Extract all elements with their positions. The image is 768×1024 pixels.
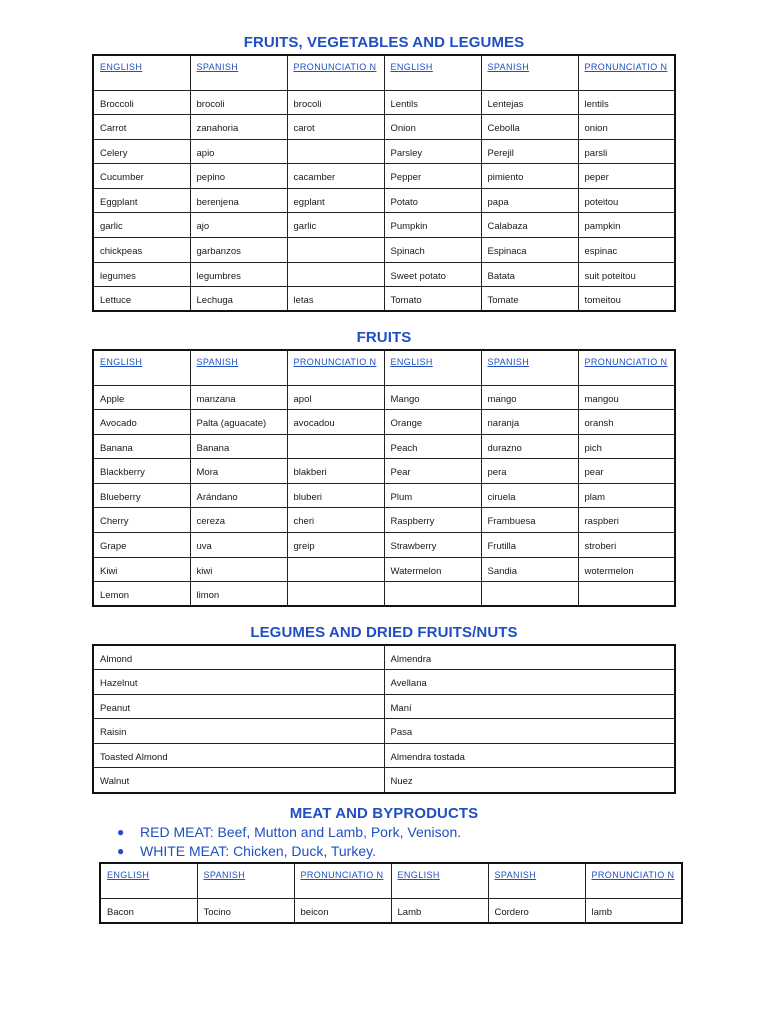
table-cell: Lemon	[93, 582, 190, 607]
table-cell: pear	[578, 459, 675, 484]
table-cell: Lechuga	[190, 287, 287, 312]
table-cell: zanahoria	[190, 115, 287, 140]
table-cell: Tomato	[384, 287, 481, 312]
table-cell: Avellana	[384, 670, 675, 695]
table-cell: ajo	[190, 213, 287, 238]
table-cell: suit poteitou	[578, 262, 675, 287]
column-header: PRONUNCIATIO N	[578, 55, 675, 90]
table-cell: avocadou	[287, 410, 384, 435]
table-row	[93, 90, 675, 115]
table-cell: Frutilla	[481, 533, 578, 558]
table-row	[93, 768, 675, 793]
table-cell: Tomate	[481, 287, 578, 312]
table-cell: Orange	[384, 410, 481, 435]
nuts-table	[92, 644, 676, 794]
table-cell: Cordero	[488, 898, 585, 923]
table-cell: Carrot	[93, 115, 190, 140]
section-title-fruits-vegetables-legumes: FRUITS, VEGETABLES AND LEGUMES	[243, 34, 525, 51]
bullet-text: RED MEAT: Beef, Mutton and Lamb, Pork, Venison.	[140, 824, 462, 840]
table-cell: parsli	[578, 139, 675, 164]
table-cell	[287, 238, 384, 263]
table-row	[93, 213, 675, 238]
bullet-item-white-meat	[117, 842, 461, 861]
table-cell: Nuez	[384, 768, 675, 793]
table-cell: Lentejas	[481, 90, 578, 115]
table-cell: Peanut	[93, 694, 384, 719]
table-cell: Banana	[190, 434, 287, 459]
table-cell: Walnut	[93, 768, 384, 793]
table-row	[93, 287, 675, 312]
table-cell: Raspberry	[384, 508, 481, 533]
table-cell: blakberi	[287, 459, 384, 484]
column-header: PRONUNCIATIO N	[294, 863, 391, 898]
column-header: ENGLISH	[100, 863, 197, 898]
table-cell: limon	[190, 582, 287, 607]
table-cell: greip	[287, 533, 384, 558]
table-cell: pampkin	[578, 213, 675, 238]
table-cell: pera	[481, 459, 578, 484]
table-row	[93, 164, 675, 189]
table-row	[93, 459, 675, 484]
table-cell: Grape	[93, 533, 190, 558]
table-cell: brocoli	[287, 90, 384, 115]
table-cell: pich	[578, 434, 675, 459]
table-cell: Perejil	[481, 139, 578, 164]
table-cell: Pear	[384, 459, 481, 484]
table-row	[93, 533, 675, 558]
bullet-icon: ●	[117, 825, 125, 839]
table-header-row	[93, 350, 675, 385]
table-cell: uva	[190, 533, 287, 558]
table-cell: garlic	[287, 213, 384, 238]
table-row	[93, 719, 675, 744]
table-cell: Onion	[384, 115, 481, 140]
table-cell: bluberi	[287, 483, 384, 508]
column-header: PRONUNCIATIO N	[578, 350, 675, 385]
table-cell: papa	[481, 188, 578, 213]
table-row	[93, 483, 675, 508]
section-title-meat-byproducts: MEAT AND BYPRODUCTS	[289, 805, 479, 822]
table-row	[93, 582, 675, 607]
column-header: ENGLISH	[391, 863, 488, 898]
table-header-row	[100, 863, 682, 898]
table-cell: Almendra tostada	[384, 743, 675, 768]
table-cell: Espinaca	[481, 238, 578, 263]
table-cell: cacamber	[287, 164, 384, 189]
table-cell	[384, 582, 481, 607]
table-cell: wotermelon	[578, 557, 675, 582]
table-cell: Almond	[93, 645, 384, 670]
table-row	[93, 694, 675, 719]
table-cell: Maní	[384, 694, 675, 719]
table-cell: Calabaza	[481, 213, 578, 238]
table-cell: raspberi	[578, 508, 675, 533]
bullet-text: WHITE MEAT: Chicken, Duck, Turkey.	[140, 843, 376, 859]
table-row	[93, 410, 675, 435]
table-row	[93, 557, 675, 582]
column-header: ENGLISH	[93, 55, 190, 90]
column-header: ENGLISH	[384, 55, 481, 90]
table-row	[93, 238, 675, 263]
table-cell: cereza	[190, 508, 287, 533]
table-cell: Cherry	[93, 508, 190, 533]
table-cell: garlic	[93, 213, 190, 238]
table-cell: pimiento	[481, 164, 578, 189]
bullet-icon: ●	[117, 844, 125, 858]
table-cell: mango	[481, 385, 578, 410]
table-cell: durazno	[481, 434, 578, 459]
column-header: ENGLISH	[93, 350, 190, 385]
table-cell: ciruela	[481, 483, 578, 508]
table-cell: Apple	[93, 385, 190, 410]
column-header: SPANISH	[197, 863, 294, 898]
column-header: SPANISH	[190, 350, 287, 385]
table-cell: espinac	[578, 238, 675, 263]
fruits-table	[92, 349, 676, 607]
table-cell: letas	[287, 287, 384, 312]
table-cell: Pumpkin	[384, 213, 481, 238]
table-row	[93, 434, 675, 459]
column-header: SPANISH	[481, 55, 578, 90]
table-cell: manzana	[190, 385, 287, 410]
column-header: SPANISH	[488, 863, 585, 898]
table-cell	[287, 557, 384, 582]
table-cell: Arándano	[190, 483, 287, 508]
table-cell: Strawberry	[384, 533, 481, 558]
table-cell: beicon	[294, 898, 391, 923]
table-row	[93, 385, 675, 410]
table-cell: carot	[287, 115, 384, 140]
table-row	[93, 743, 675, 768]
table-cell: Potato	[384, 188, 481, 213]
table-cell: Sweet potato	[384, 262, 481, 287]
table-cell: Avocado	[93, 410, 190, 435]
table-cell: Broccoli	[93, 90, 190, 115]
table-cell: chickpeas	[93, 238, 190, 263]
table-cell: Lettuce	[93, 287, 190, 312]
column-header: PRONUNCIATIO N	[287, 350, 384, 385]
table-cell: Toasted Almond	[93, 743, 384, 768]
table-cell: Blueberry	[93, 483, 190, 508]
table-cell: oransh	[578, 410, 675, 435]
table-cell: lentils	[578, 90, 675, 115]
table-row	[93, 508, 675, 533]
table-cell: cheri	[287, 508, 384, 533]
table-cell: naranja	[481, 410, 578, 435]
column-header: PRONUNCIATIO N	[287, 55, 384, 90]
table-header-row	[93, 55, 675, 90]
table-cell: Kiwi	[93, 557, 190, 582]
table-cell	[287, 262, 384, 287]
column-header: SPANISH	[190, 55, 287, 90]
section-title-legumes-dried-fruits-nuts: LEGUMES AND DRIED FRUITS/NUTS	[250, 624, 518, 641]
vegetables-table	[92, 54, 676, 312]
table-row	[93, 670, 675, 695]
table-cell: Eggplant	[93, 188, 190, 213]
table-row	[100, 898, 682, 923]
table-cell: Pasa	[384, 719, 675, 744]
table-cell: Banana	[93, 434, 190, 459]
table-cell: Lamb	[391, 898, 488, 923]
table-cell: Spinach	[384, 238, 481, 263]
table-cell: Celery	[93, 139, 190, 164]
table-cell: Batata	[481, 262, 578, 287]
table-cell: Cucumber	[93, 164, 190, 189]
table-cell: Plum	[384, 483, 481, 508]
table-cell	[287, 582, 384, 607]
table-cell: apol	[287, 385, 384, 410]
meat-bullet-list	[117, 823, 461, 861]
table-row	[93, 188, 675, 213]
table-cell: Palta (aguacate)	[190, 410, 287, 435]
table-cell: kiwi	[190, 557, 287, 582]
table-cell: Mora	[190, 459, 287, 484]
table-cell: Hazelnut	[93, 670, 384, 695]
table-cell: Bacon	[100, 898, 197, 923]
table-cell: apio	[190, 139, 287, 164]
table-row	[93, 139, 675, 164]
table-cell: onion	[578, 115, 675, 140]
table-cell: lamb	[585, 898, 682, 923]
table-cell: stroberi	[578, 533, 675, 558]
bullet-item-red-meat	[117, 823, 461, 842]
table-row	[93, 645, 675, 670]
table-cell: egplant	[287, 188, 384, 213]
table-cell: berenjena	[190, 188, 287, 213]
table-cell: plam	[578, 483, 675, 508]
table-cell: Pepper	[384, 164, 481, 189]
table-cell: tomeitou	[578, 287, 675, 312]
table-cell: Blackberry	[93, 459, 190, 484]
table-cell	[287, 434, 384, 459]
table-cell: Frambuesa	[481, 508, 578, 533]
table-cell: pepino	[190, 164, 287, 189]
table-cell: Tocino	[197, 898, 294, 923]
table-cell	[481, 582, 578, 607]
table-row	[93, 115, 675, 140]
table-cell: Raisin	[93, 719, 384, 744]
table-row	[93, 262, 675, 287]
table-cell	[578, 582, 675, 607]
table-cell: Parsley	[384, 139, 481, 164]
table-cell: legumbres	[190, 262, 287, 287]
table-cell: legumes	[93, 262, 190, 287]
table-cell: Sandia	[481, 557, 578, 582]
table-cell: Cebolla	[481, 115, 578, 140]
table-cell: Mango	[384, 385, 481, 410]
meat-table	[99, 862, 683, 924]
table-cell	[287, 139, 384, 164]
section-title-fruits: FRUITS	[356, 329, 412, 346]
table-cell: Watermelon	[384, 557, 481, 582]
column-header: PRONUNCIATIO N	[585, 863, 682, 898]
column-header: ENGLISH	[384, 350, 481, 385]
table-cell: Peach	[384, 434, 481, 459]
table-cell: brocoli	[190, 90, 287, 115]
table-cell: poteitou	[578, 188, 675, 213]
table-cell: mangou	[578, 385, 675, 410]
table-cell: garbanzos	[190, 238, 287, 263]
column-header: SPANISH	[481, 350, 578, 385]
table-cell: Lentils	[384, 90, 481, 115]
table-cell: Almendra	[384, 645, 675, 670]
table-cell: peper	[578, 164, 675, 189]
